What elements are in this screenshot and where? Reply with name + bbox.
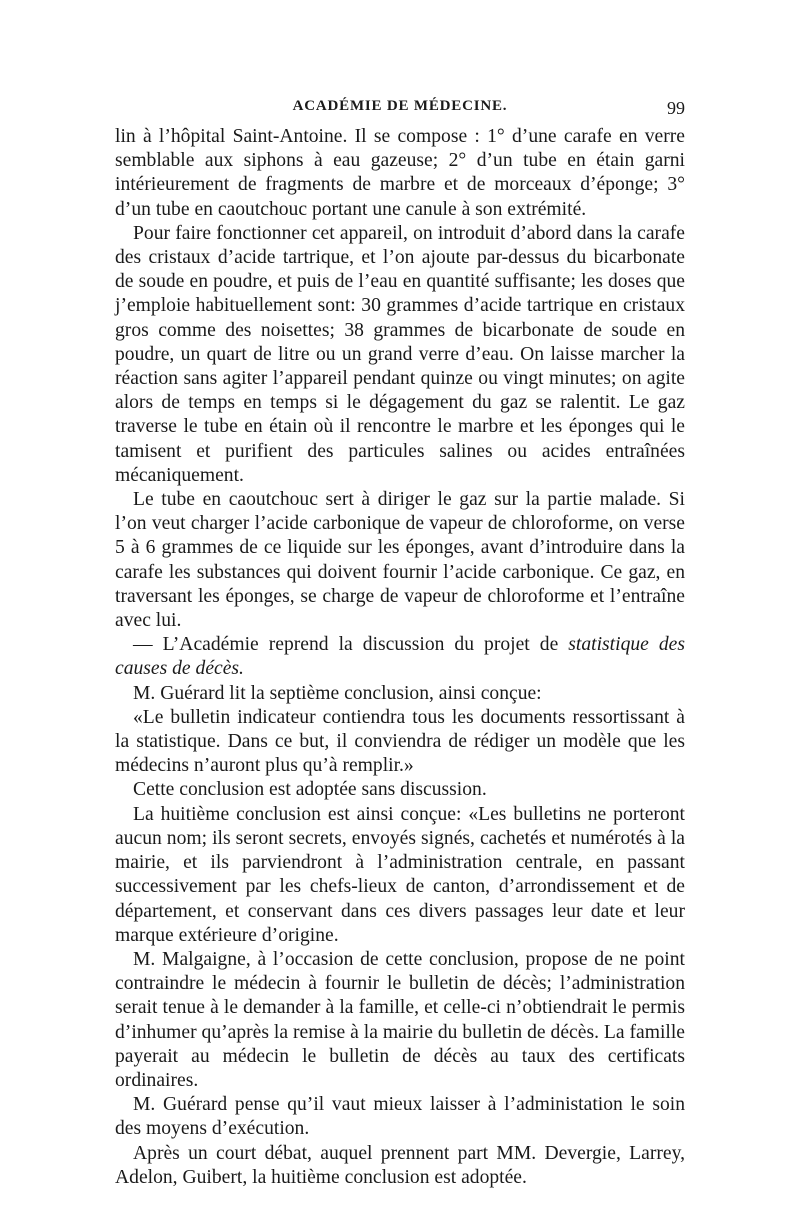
paragraph-7: Cette conclusion est adoptée sans discussion. xyxy=(133,779,487,801)
paragraph-6: «Le bulletin indicateur contiendra tous les documents ressortissant à la statistique. Dans ce but, il conviendra de rédiger un modèle que les médecins n’auront plus qu’à remplir.» xyxy=(115,706,685,777)
paragraph-4-italic: statistique des causes de décès. xyxy=(115,634,685,680)
paragraph-8: La huitième conclusion est ainsi conçue: «Les bulletins ne porteront aucun nom; ils seront secrets, envoyés signés, cachetés et numérotés à la mairie, et ils parviendront à l’administration centrale, en passant successivement par les chefs-lieux de canton, d’arrondissement et de département, et conservant dans ces divers passages leur date et leur marque extérieure d’origine. xyxy=(115,803,685,946)
paragraph-4-lead: — L’Académie reprend la discussion du projet de xyxy=(133,634,569,656)
paragraph-9: M. Malgaigne, à l’occasion de cette conclusion, propose de ne point contraindre le médecin à fournir le bulletin de décès; l’administration serait tenue à le demander à la famille, et celle-ci n’obtiendrait le permis d’inhumer qu’après la remise à la mairie du bulletin de décès. La famille payerait au médecin le bulletin de décès au taux des certificats ordinaires. xyxy=(115,948,685,1091)
paragraph-3: Le tube en caoutchouc sert à diriger le gaz sur la partie malade. Si l’on veut charger l’acide carbonique de vapeur de chloroforme, on verse 5 à 6 grammes de ce liquide sur les éponges, avant d’introduire dans la carafe les substances qui doivent fournir l’acide carbonique. Ce gaz, en traversant les éponges, se charge de vapeur de chloroforme et l’entraîne avec lui. xyxy=(115,489,685,632)
paragraph-11: Après un court débat, auquel prennent part MM. Devergie, Larrey, Adelon, Guibert, la huitième conclusion est adoptée. xyxy=(115,1142,685,1188)
paragraph-1: lin à l’hôpital Saint-Antoine. Il se compose : 1° d’une carafe en verre semblable aux siphons à eau gazeuse; 2° d’un tube en étain garni intérieurement de fragments de marbre et de morceaux d’éponge; 3° d’un tube en caoutchouc portant une canule à son extrémité. xyxy=(115,126,685,220)
page-number: 99 xyxy=(667,98,685,118)
running-title: ACADÉMIE DE MÉDECINE. xyxy=(292,98,508,114)
paragraph-4 xyxy=(115,633,685,681)
paragraph-2: Pour faire fonctionner cet appareil, on introduit d’abord dans la carafe des cristaux d’acide tartrique, et l’on ajoute par-dessus du bicarbonate de soude en poudre, et puis de l’eau en quantité suffisante; les doses que j’emploie habituellement sont: 30 grammes d’acide tartrique en cristaux gros comme des noisettes; 38 grammes de bicarbonate de soude en poudre, un quart de litre ou un grand verre d’eau. On laisse marcher la réaction sans agiter l’appareil pendant quinze ou vingt minutes; on agite alors de temps en temps si le dégagement du gaz se ralentit. Le gaz traverse le tube en étain où il rencontre le marbre et les éponges qui le tamisent et purifient des particules salines ou acides entraînées mécaniquement. xyxy=(115,222,685,486)
page-body xyxy=(115,125,685,1190)
page-header xyxy=(115,98,685,124)
paragraph-5: M. Guérard lit la septième conclusion, ainsi conçue: xyxy=(133,682,542,704)
paragraph-10: M. Guérard pense qu’il vaut mieux laisser à l’administation le soin des moyens d’exécution. xyxy=(115,1094,685,1140)
